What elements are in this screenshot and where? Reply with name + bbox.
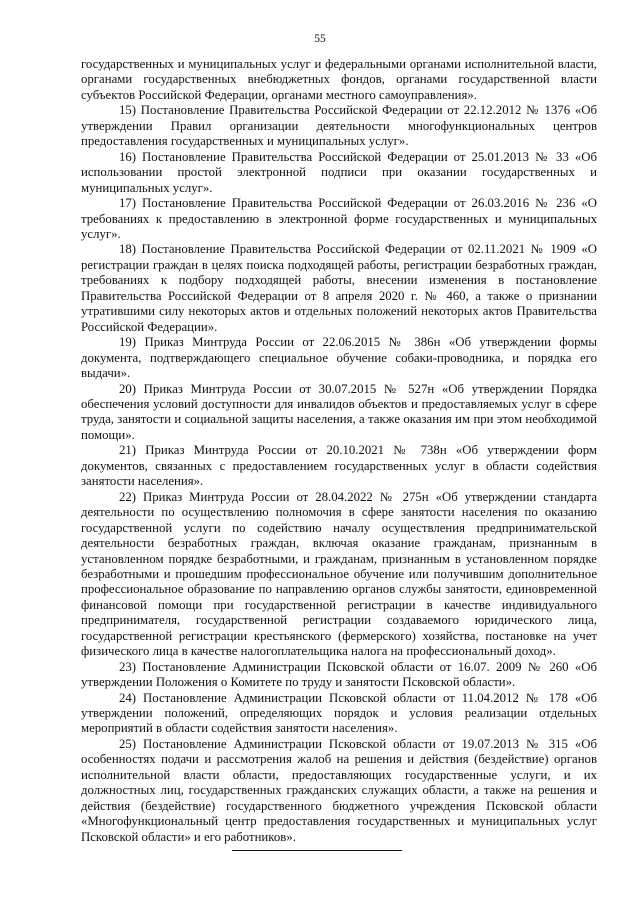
list-item-24: 24) Постановление Администрации Псковской области от 11.04.2012 № 178 «Об утверждении положений, определяющих порядок и условия реализации отдельных мероприятий в области содействия занятости населения». [81, 690, 597, 736]
intro-paragraph: государственных и муниципальных услуг и федеральными органами исполнительной власти, органами государственных внебюджетных фондов, органами государственной власти субъектов Российской Федерации, органами местного самоуправления». [81, 57, 597, 102]
list-item-21: 21) Приказ Минтруда России от 20.10.2021 № 738н «Об утверждении форм документов, связанных с предоставлением государственных услуг в области содействия занятости населения». [81, 443, 597, 489]
document-body [81, 57, 597, 845]
list-item-15: 15) Постановление Правительства Российской Федерации от 22.12.2012 № 1376 «Об утверждении Правил организации деятельности многофункциональных центров предоставления государственных и муниципальных услуг». [81, 103, 597, 149]
list-item-17: 17) Постановление Правительства Российской Федерации от 26.03.2016 № 236 «О требованиях к предоставлению в электронной форме государственных и муниципальных услуг». [81, 196, 597, 241]
list-item-23: 23) Постановление Администрации Псковской области от 16.07. 2009 № 260 «Об утверждении Положения о Комитете по труду и занятости Псковской области». [81, 659, 597, 690]
list-item-22: 22) Приказ Минтруда России от 28.04.2022 № 275н «Об утверждении стандарта деятельности по осуществлению полномочия в сфере занятости населения по оказанию государственной услуги по содействию началу осуществления предпринимательской деятельности безработных граждан, включая оказание гражданам, признанным в установленном порядке безработными, и гражданам, признанным в установленном порядке безработными и прошедшим профессиональное обучение или получившим дополнительное профессиональное образование по направлению органов службы занятости, единовременной финансовой помощи при государственной регистрации в качестве индивидуального предпринимателя, государственной регистрации создаваемого юридического лица, государственной регистрации крестьянского (фермерского) хозяйства, постановке на учет физического лица в качестве налогоплательщика налога на профессиональный доход». [81, 489, 597, 659]
list-item-16: 16) Постановление Правительства Российской Федерации от 25.01.2013 № 33 «Об использовании простой электронной подписи при оказании государственных и муниципальных услуг». [81, 149, 597, 195]
list-item-20: 20) Приказ Минтруда России от 30.07.2015 № 527н «Об утверждении Порядка обеспечения условий доступности для инвалидов объектов и предоставляемых услуг в сфере труда, занятости и социальной защиты населения, а также оказания им при этом необходимой помощи». [81, 381, 597, 442]
end-divider-line [232, 850, 402, 851]
list-item-19: 19) Приказ Минтруда России от 22.06.2015 № 386н «Об утверждении формы документа, подтверждающего специальное обучение собаки-проводника, и порядка его выдачи». [81, 335, 597, 381]
list-item-18: 18) Постановление Правительства Российской Федерации от 02.11.2021 № 1909 «О регистрации граждан в целях поиска подходящей работы, регистрации безработных граждан, требованиях к подбору подходящей работы, внесении изменения в постановление Правительства Российской Федерации от 8 апреля 2020 г. № 460, а также о признании утратившими силу некоторых актов и отдельных положений некоторых актов Правительства Российской Федерации». [81, 242, 597, 334]
list-item-25: 25) Постановление Администрации Псковской области от 19.07.2013 № 315 «Об особенностях подачи и рассмотрения жалоб на решения и действия (бездействие) органов исполнительной власти области, предоставляющих государственные услуги, и их должностных лиц, государственных гражданских служащих области, а также на решения и действия (бездействие) государственного бюджетного учреждения Псковской области «Многофункциональный центр предоставления государственных и муниципальных услуг Псковской области» и его работников». [81, 736, 597, 844]
page-number: 55 [314, 33, 326, 45]
